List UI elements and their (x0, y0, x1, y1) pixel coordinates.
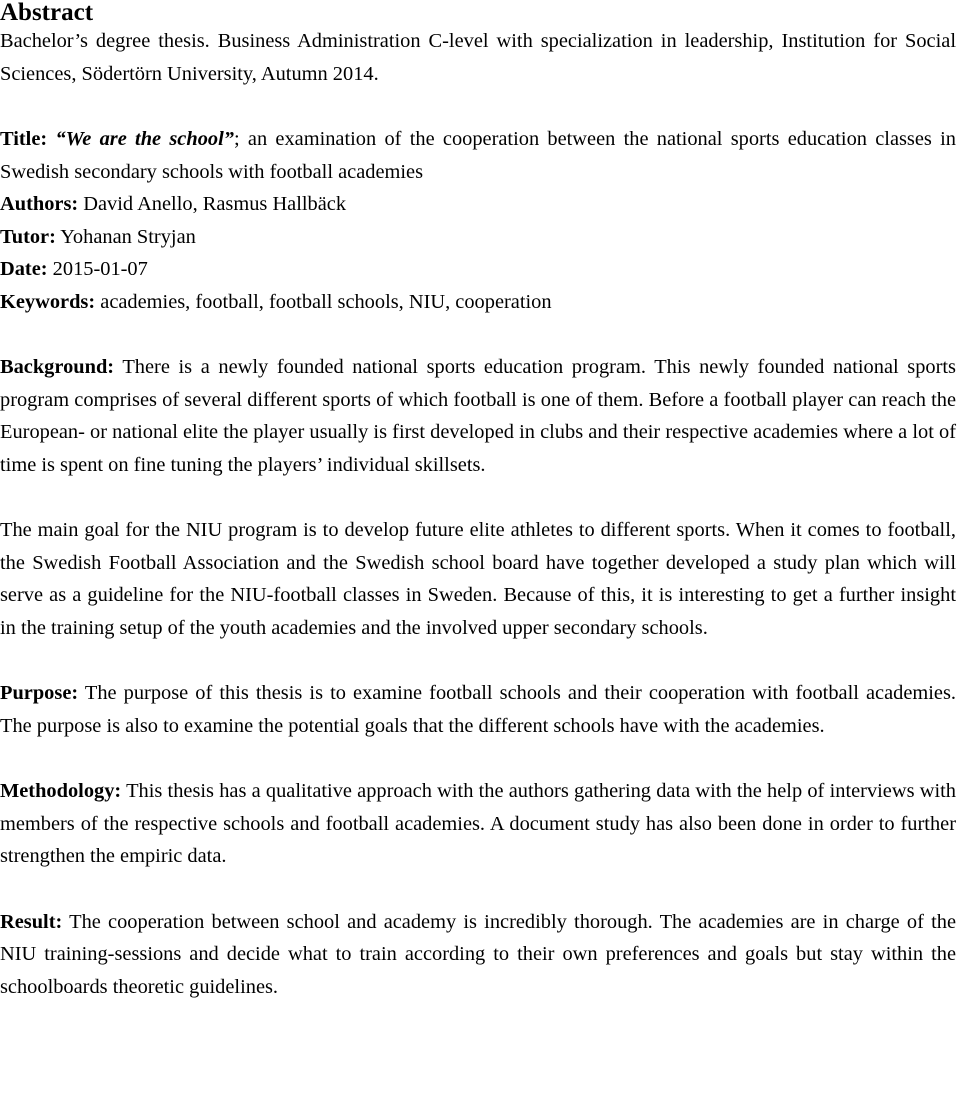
keywords-line (0, 286, 956, 319)
spacer (0, 90, 956, 123)
purpose-text: The purpose of this thesis is to examine football schools and their cooperation with football academies. The purpose is also to examine the potential goals that the different schools have with the academies. (0, 682, 956, 737)
abstract-heading: Abstract (0, 0, 94, 26)
title-close-quote: ” (223, 128, 234, 150)
tutor-label: Tutor: (0, 225, 56, 248)
date-line (0, 253, 956, 286)
title-italic (55, 128, 234, 150)
keywords-label: Keywords: (0, 290, 96, 313)
background-label: Background: (0, 356, 115, 378)
title-rest: ; an examination of the cooperation between the national sports education classes in Swedish secondary schools with football academies (0, 128, 956, 183)
spacer (0, 318, 956, 351)
title-label: Title: (0, 128, 48, 150)
tutor-line (0, 221, 956, 254)
title-italic-text: We are the school (65, 128, 224, 150)
spacer (0, 644, 956, 677)
goal-paragraph: The main goal for the NIU program is to develop future elite athletes to different sports. When it comes to football, the Swedish Football Association and the Swedish school board have together developed a study plan which will serve as a guideline for the NIU-football classes in Sweden. Because of this, it is interesting to get a further insight in the training setup of the youth academies and the involved upper secondary schools. (0, 519, 956, 639)
methodology-paragraph (0, 775, 956, 873)
result-label: Result: (0, 910, 63, 933)
authors-value: David Anello, Rasmus Hallbäck (83, 193, 347, 215)
authors-line (0, 188, 956, 221)
title-open-quote: “ (55, 128, 66, 150)
title-line (0, 123, 956, 188)
date-label: Date: (0, 258, 48, 280)
spacer (0, 742, 956, 775)
keywords-value: academies, football, football schools, NIU, cooperation (100, 290, 552, 313)
spacer (0, 873, 956, 906)
purpose-label: Purpose: (0, 682, 79, 704)
background-paragraph (0, 351, 956, 481)
authors-label: Authors: (0, 193, 79, 215)
date-value: 2015-01-07 (52, 258, 148, 280)
result-paragraph (0, 906, 956, 1004)
spacer (0, 481, 956, 514)
background-text: There is a newly founded national sports education program. This newly founded national sports program comprises of several different sports of which football is one of them. Before a football player can reach the European- or national elite the player usually is first developed in clubs and their respective academies where a lot of time is spent on fine tuning the players’ individual skillsets. (0, 356, 956, 476)
intro-paragraph: Bachelor’s degree thesis. Business Administration C-level with specialization in leadership, Institution for Social Sciences, Södertörn University, Autumn 2014. (0, 30, 956, 85)
methodology-text: This thesis has a qualitative approach with the authors gathering data with the help of interviews with members of the respective schools and football academies. A document study has also been done in order to further strengthen the empiric data. (0, 780, 956, 867)
tutor-value: Yohanan Stryjan (60, 225, 196, 248)
methodology-label: Methodology: (0, 780, 122, 802)
purpose-paragraph (0, 677, 956, 742)
result-text: The cooperation between school and academy is incredibly thorough. The academies are in charge of the NIU training-sessions and decide what to train according to their own preferences and goals but stay within the schoolboards theoretic guidelines. (0, 910, 957, 998)
